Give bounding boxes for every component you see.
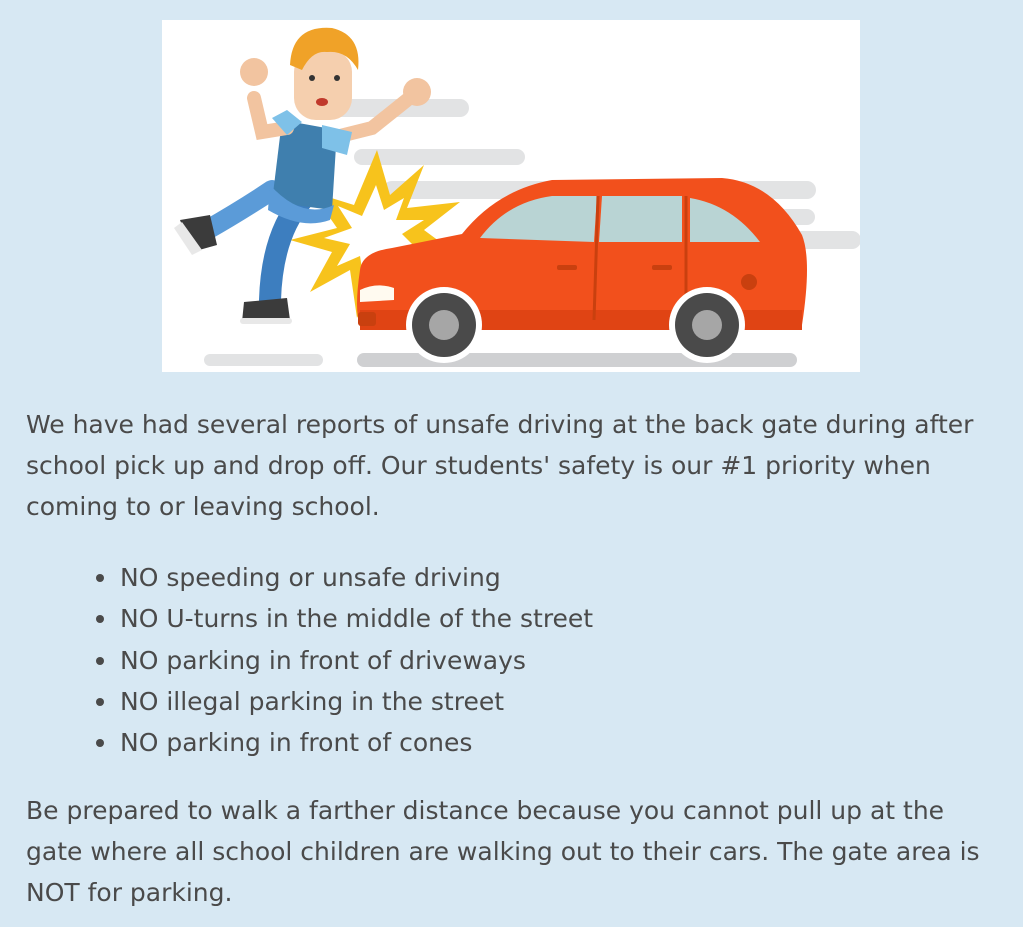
list-item: NO U-turns in the middle of the street: [94, 598, 593, 639]
list-item: NO parking in front of driveways: [94, 640, 593, 681]
intro-paragraph: We have had several reports of unsafe driving at the back gate during after school pick up and drop off. Our students' safety is our #1 priority when coming to or leaving school.: [26, 410, 974, 521]
list-item: NO parking in front of cones: [94, 722, 593, 763]
list-item: NO illegal parking in the street: [94, 681, 593, 722]
car-hits-child-illustration: [162, 20, 860, 372]
car-figure: [357, 178, 807, 363]
list-item: NO speeding or unsafe driving: [94, 557, 593, 598]
rules-list: [94, 557, 593, 763]
illustration-svg: [162, 20, 860, 372]
closing-paragraph: Be prepared to walk a farther distance because you cannot pull up at the gate where all school children are walking out to their cars. The gate area is NOT for parking.: [26, 796, 980, 907]
